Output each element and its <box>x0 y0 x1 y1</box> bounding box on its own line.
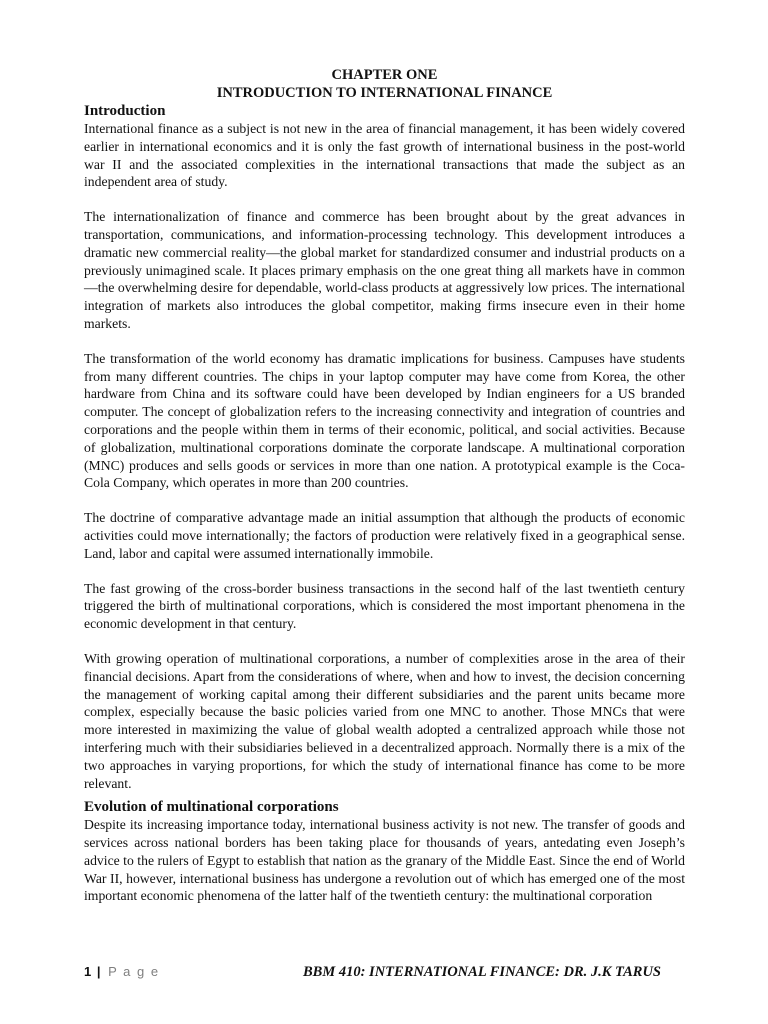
course-title: BBM 410: INTERNATIONAL FINANCE: DR. J.K TARUS <box>302 964 661 980</box>
paragraph: The transformation of the world economy has dramatic implications for business. Campuses have students from many different countries. The chips in your laptop computer may have come from Korea, the other hardware from China and its software could have been developed by Indian engineers for a US branded computer. The concept of globalization refers to the increasing connectivity and integration of countries and corporations and the people within them in terms of their economic, political, and social activities. Because of globalization, multinational corporations dominate the corporate landscape. A multinational corporation (MNC) produces and sells goods or services in more than one nation. A prototypical example is the Coca-Cola Company, which operates in more than 200 countries. <box>84 350 685 491</box>
page-footer <box>84 963 685 983</box>
paragraph: The internationalization of finance and commerce has been brought about by the great advances in transportation, communications, and information-processing technology. This development introduces a dramatic new commercial reality—the global market for standardized consumer and industrial products on a previously unimagined scale. It places primary emphasis on the one great thing all markets have in common—the overwhelming desire for dependable, world-class products at aggressively low prices. The international integration of markets also introduces the global competitor, making firms insecure even in their home markets. <box>84 209 685 331</box>
paragraph: With growing operation of multinational corporations, a number of complexities arose in the area of their financial decisions. Apart from the considerations of where, when and how to invest, the decision concerning the management of working capital among their different subsidiaries and the parent units became more complex, especially because the basic policies varied from one MNC to another. Those MNCs that were more interested in maximizing the value of global wealth adopted a centralized approach while those not interfering much with their subsidiaries believed in a decentralized approach. Normally there is a mix of the two approaches in varying proportions, for which the study of international finance has come to be more relevant. <box>84 650 685 791</box>
paragraph: International finance as a subject is not new in the area of financial management, it has been widely covered earlier in international economics and it is only the fast growth of international business in the post-world war II and the associated complexities in the international transactions that made the subject as an independent area of study. <box>84 121 685 190</box>
paragraph: The doctrine of comparative advantage made an initial assumption that although the products of economic activities could move internationally; the factors of production were relatively fixed in a geographical sense. Land, labor and capital were assumed internationally immobile. <box>84 510 685 561</box>
page-separator: | <box>96 964 101 979</box>
paragraph: Despite its increasing importance today, international business activity is not new. The transfer of goods and services across national borders has been taking place for thousands of years, antedating even Joseph’s advice to the rulers of Egypt to establish that nation as the granary of the Middle East. Since the end of World War II, however, international business has undergone a revolution out of which has emerged one of the most important economic phenomena of the latter half of the twentieth century: the multinational corporation <box>84 817 685 904</box>
paragraph: The fast growing of the cross-border business transactions in the second half of the last twentieth century triggered the birth of multinational corporations, which is considered the most important phenomena in the economic development in that century. <box>84 580 685 632</box>
chapter-number: CHAPTER ONE <box>331 67 438 83</box>
page-number-label <box>84 963 160 981</box>
page-word: P a g e <box>108 964 160 979</box>
page-number: 1 <box>84 964 92 979</box>
chapter-title: INTRODUCTION TO INTERNATIONAL FINANCE <box>216 85 553 101</box>
section-heading-introduction: Introduction <box>84 103 166 119</box>
section-heading-evolution: Evolution of multinational corporations <box>84 799 339 816</box>
document-page <box>84 66 685 905</box>
